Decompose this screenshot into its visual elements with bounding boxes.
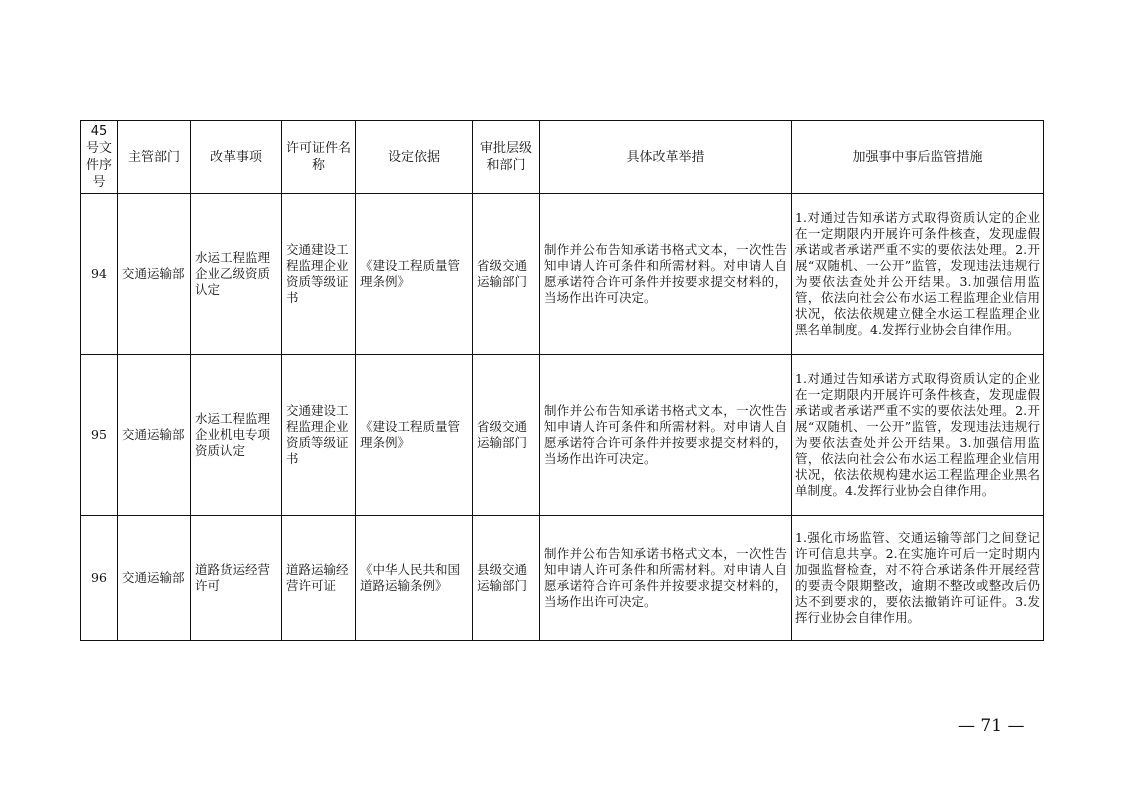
row-legal-basis: 《中华人民共和国道路运输条例》 <box>356 516 473 641</box>
row-supervision-measures: 1.强化市场监管、交通运输等部门之间登记许可信息共享。2.在实施许可后一定时期内加强监督检查，对不符合承诺条件开展经营的要责令限期整改，逾期不整改或整改后仍达不到要求的，要依法撤销许可证件。3.发挥行业协会自律作用。 <box>792 516 1044 641</box>
header-license-name: 许可证件名称 <box>282 121 356 194</box>
table-row <box>81 194 1044 355</box>
row-reform-item: 水运工程监理企业乙级资质认定 <box>191 194 282 355</box>
header-reform-item: 改革事项 <box>191 121 282 194</box>
row-reform-measures: 制作并公布告知承诺书格式文本，一次性告知申请人许可条件和所需材料。对申请人自愿承诺符合许可条件并按要求提交材料的，当场作出许可决定。 <box>540 516 792 641</box>
row-approval-level: 省级交通运输部门 <box>473 194 540 355</box>
row-department: 交通运输部 <box>118 194 191 355</box>
row-number: 94 <box>81 194 118 355</box>
page-number: — 71 — <box>958 716 1025 736</box>
row-number: 95 <box>81 355 118 516</box>
header-department: 主管部门 <box>118 121 191 194</box>
header-reform-measures: 具体改革举措 <box>540 121 792 194</box>
header-approval-level: 审批层级和部门 <box>473 121 540 194</box>
row-legal-basis: 《建设工程质量管理条例》 <box>356 355 473 516</box>
row-department: 交通运输部 <box>118 355 191 516</box>
row-reform-measures: 制作并公布告知承诺书格式文本，一次性告知申请人许可条件和所需材料。对申请人自愿承诺符合许可条件并按要求提交材料的，当场作出许可决定。 <box>540 194 792 355</box>
reform-table <box>80 120 1044 641</box>
row-legal-basis: 《建设工程质量管理条例》 <box>356 194 473 355</box>
row-department: 交通运输部 <box>118 516 191 641</box>
header-legal-basis: 设定依据 <box>356 121 473 194</box>
table-row <box>81 355 1044 516</box>
row-reform-item: 水运工程监理企业机电专项资质认定 <box>191 355 282 516</box>
table-row <box>81 516 1044 641</box>
row-approval-level: 省级交通运输部门 <box>473 355 540 516</box>
row-license-name: 道路运输经营许可证 <box>282 516 356 641</box>
row-supervision-measures: 1.对通过告知承诺方式取得资质认定的企业在一定期限内开展许可条件核查，发现虚假承诺或者承诺严重不实的要依法处理。2.开展“双随机、一公开”监管，发现违法违规行为要依法查处并公开结果。3.加强信用监管，依法向社会公布水运工程监理企业信用状况，依法依规构建水运工程监理企业黑名单制度。4.发挥行业协会自律作用。 <box>792 355 1044 516</box>
row-license-name: 交通建设工程监理企业资质等级证书 <box>282 355 356 516</box>
header-supervision-measures: 加强事中事后监管措施 <box>792 121 1044 194</box>
table-header-row <box>81 121 1044 194</box>
row-approval-level: 县级交通运输部门 <box>473 516 540 641</box>
row-number: 96 <box>81 516 118 641</box>
row-reform-measures: 制作并公布告知承诺书格式文本，一次性告知申请人许可条件和所需材料。对申请人自愿承诺符合许可条件并按要求提交材料的，当场作出许可决定。 <box>540 355 792 516</box>
row-reform-item: 道路货运经营许可 <box>191 516 282 641</box>
row-license-name: 交通建设工程监理企业资质等级证书 <box>282 194 356 355</box>
header-doc-number: 45号文件序号 <box>81 121 118 194</box>
row-supervision-measures: 1.对通过告知承诺方式取得资质认定的企业在一定期限内开展许可条件核查，发现虚假承诺或者承诺严重不实的要依法处理。2.开展“双随机、一公开”监管，发现违法违规行为要依法查处并公开结果。3.加强信用监管，依法向社会公布水运工程监理企业信用状况，依法依规建立健全水运工程监理企业黑名单制度。4.发挥行业协会自律作用。 <box>792 194 1044 355</box>
